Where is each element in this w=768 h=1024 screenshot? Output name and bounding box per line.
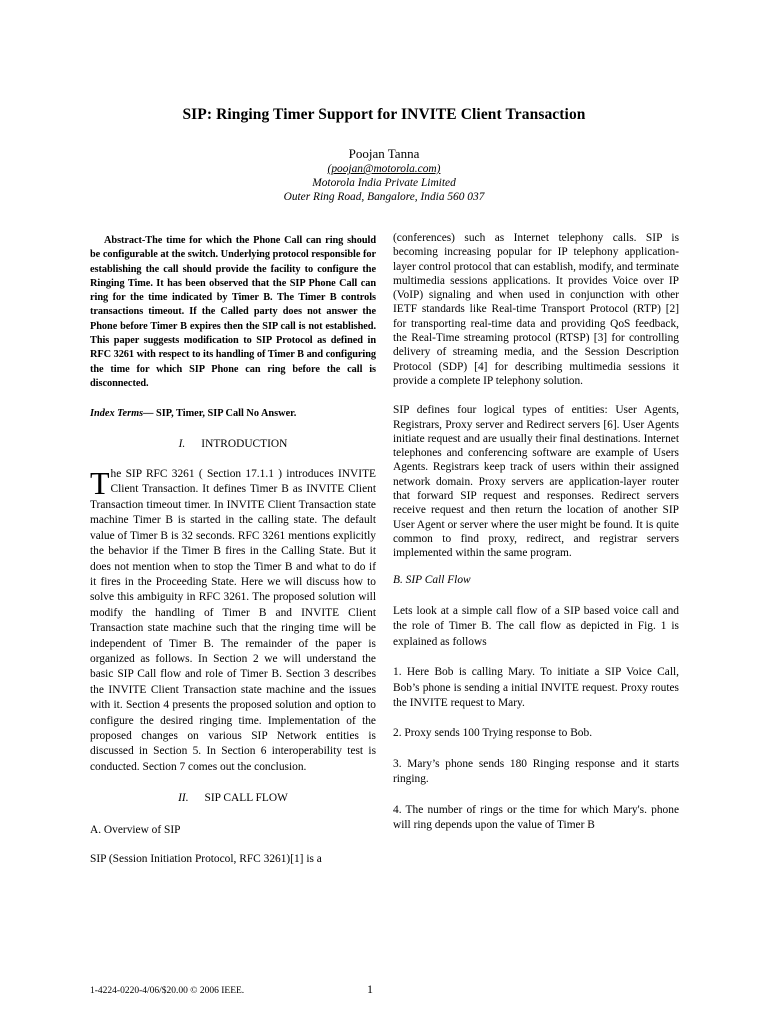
abstract: Abstract-The time for which the Phone Call can ring should be configurable at the switch. Underlying protocol responsible for establishing the call should provide the facility to configure the Ringing Time. It has been observed that the SIP Phone Call can ring for the time indicated by Timer B. The Timer B controls transactions timeout. If the Called party does not answer the Phone before Timer B expires then the SIP call is not established. This paper suggests modification to SIP Protocol as defined in RFC 3261 with respect to its handling of Timer B and configuring the time for which SIP Phone can ring before the call is disconnected.: [90, 235, 376, 389]
call-flow-intro: Lets look at a simple call flow of a SIP based voice call and the role of Timer B. The call flow as depicted in Fig. 1 is explained as follows: [393, 604, 679, 648]
section-title: INTRODUCTION: [201, 437, 288, 450]
section-title: SIP CALL FLOW: [204, 792, 288, 805]
copyright-footer: 1-4224-0220-4/06/$20.00 © 2006 IEEE.: [90, 986, 245, 996]
index-terms-text: — SIP, Timer, SIP Call No Answer.: [143, 408, 297, 420]
call-flow-step: 1. Here Bob is calling Mary. To initiate a SIP Voice Call, Bob’s phone is sending a initial INVITE request. Proxy routes the INVITE request to Mary.: [393, 666, 679, 709]
subsection-call-flow-heading: B. SIP Call Flow: [393, 573, 471, 586]
call-flow-step: 3. Mary’s phone sends 180 Ringing response and it starts ringing.: [393, 757, 679, 786]
call-flow-step: 4. The number of rings or the time for which Mary's. phone will ring depends upon the value of Timer B: [393, 803, 679, 831]
call-flow-step: 2. Proxy sends 100 Trying response to Bob.: [393, 727, 593, 740]
section-heading-introduction: [90, 437, 376, 452]
drop-cap: T: [90, 465, 110, 502]
page-number: 1: [367, 982, 373, 996]
right-column: [393, 231, 679, 833]
subsection-overview-heading: A. Overview of SIP: [90, 823, 181, 836]
overview-paragraph-start: SIP (Session Initiation Protocol, RFC 3261)[1] is a: [90, 853, 322, 866]
left-column: [90, 234, 376, 867]
author-name: Poojan Tanna: [348, 146, 420, 161]
overview-paragraph-continued: (conferences) such as Internet telephony calls. SIP is becoming increasing popular for IP telephony application-layer control protocol that can establish, modify, and terminate multimedia sessions applications. It provides Voice over IP (VoIP) signaling and when used in conjunction with other IETF standards like Real-time Transport Protocol (RTP) [2] for transporting real-time data and providing QoS feedback, the Real-Time streaming protocol (RTSP) [3] for controlling delivery of streaming media, and the Session Description Protocol (SDP) [4] for describing multimedia sessions it provide a complete IP telephony solution.: [393, 232, 679, 387]
introduction-paragraph: [90, 467, 376, 775]
section-number: II.: [178, 792, 189, 805]
author-address: Outer Ring Road, Bangalore, India 560 037: [283, 191, 485, 203]
index-terms: [90, 406, 376, 421]
section-number: I.: [178, 437, 186, 450]
section-heading-sip-call-flow: [90, 791, 376, 806]
entities-paragraph: SIP defines four logical types of entities: User Agents, Registrars, Proxy server and Redirect servers [6]. User Agents initiate request and are usually their final destinations. Internet telephones and conferencing software are example of Users Agents. Registrars keep track of users within their assigned network domain. Proxy servers are application-layer router that forward SIP request and responses. Redirect servers receive request and then return the location of another SIP User Agent or server where the user might be found. It is quite common to find proxy, redirect, and registrar servers implemented within the same program.: [393, 404, 679, 560]
author-email[interactable]: (poojan@motorola.com): [327, 163, 441, 175]
author-organization: Motorola India Private Limited: [312, 177, 456, 189]
introduction-text: he SIP RFC 3261 ( Section 17.1.1 ) introduces INVITE Client Transaction. It defines Timer B as INVITE Client Transaction timeout timer. In INVITE Client Transaction state machine Timer B is started in the calling state. The default value of Timer B is 32 seconds. RFC 3261 mentions explicitly the behavior if the Timer B fires in the Calling State. But it does not mention when to stop the Timer B and what to do if it fires in the Proceeding State. Here we will discuss how to solve this ambiguity in RFC 3261. The proposed solution will modify the handling of Timer B and INVITE Client Transaction state machine such that the ringing time will be independent of Timer B. The remainder of the paper is organized as follows. In Section 2 we will understand the basic SIP Call flow and role of Timer B. Section 3 describes the INVITE Client Transaction state machine and the issues with it. Section 4 presents the proposed solution and option to configure the desired ringing time. Implementation of the proposed changes on various SIP Network entities is discussed in Section 5. In Section 6 interoperability test is conducted. Section 7 comes out the conclusion.: [90, 468, 376, 773]
index-terms-label: Index Terms: [90, 408, 144, 420]
paper-title: SIP: Ringing Timer Support for INVITE Client Transaction: [182, 106, 586, 123]
